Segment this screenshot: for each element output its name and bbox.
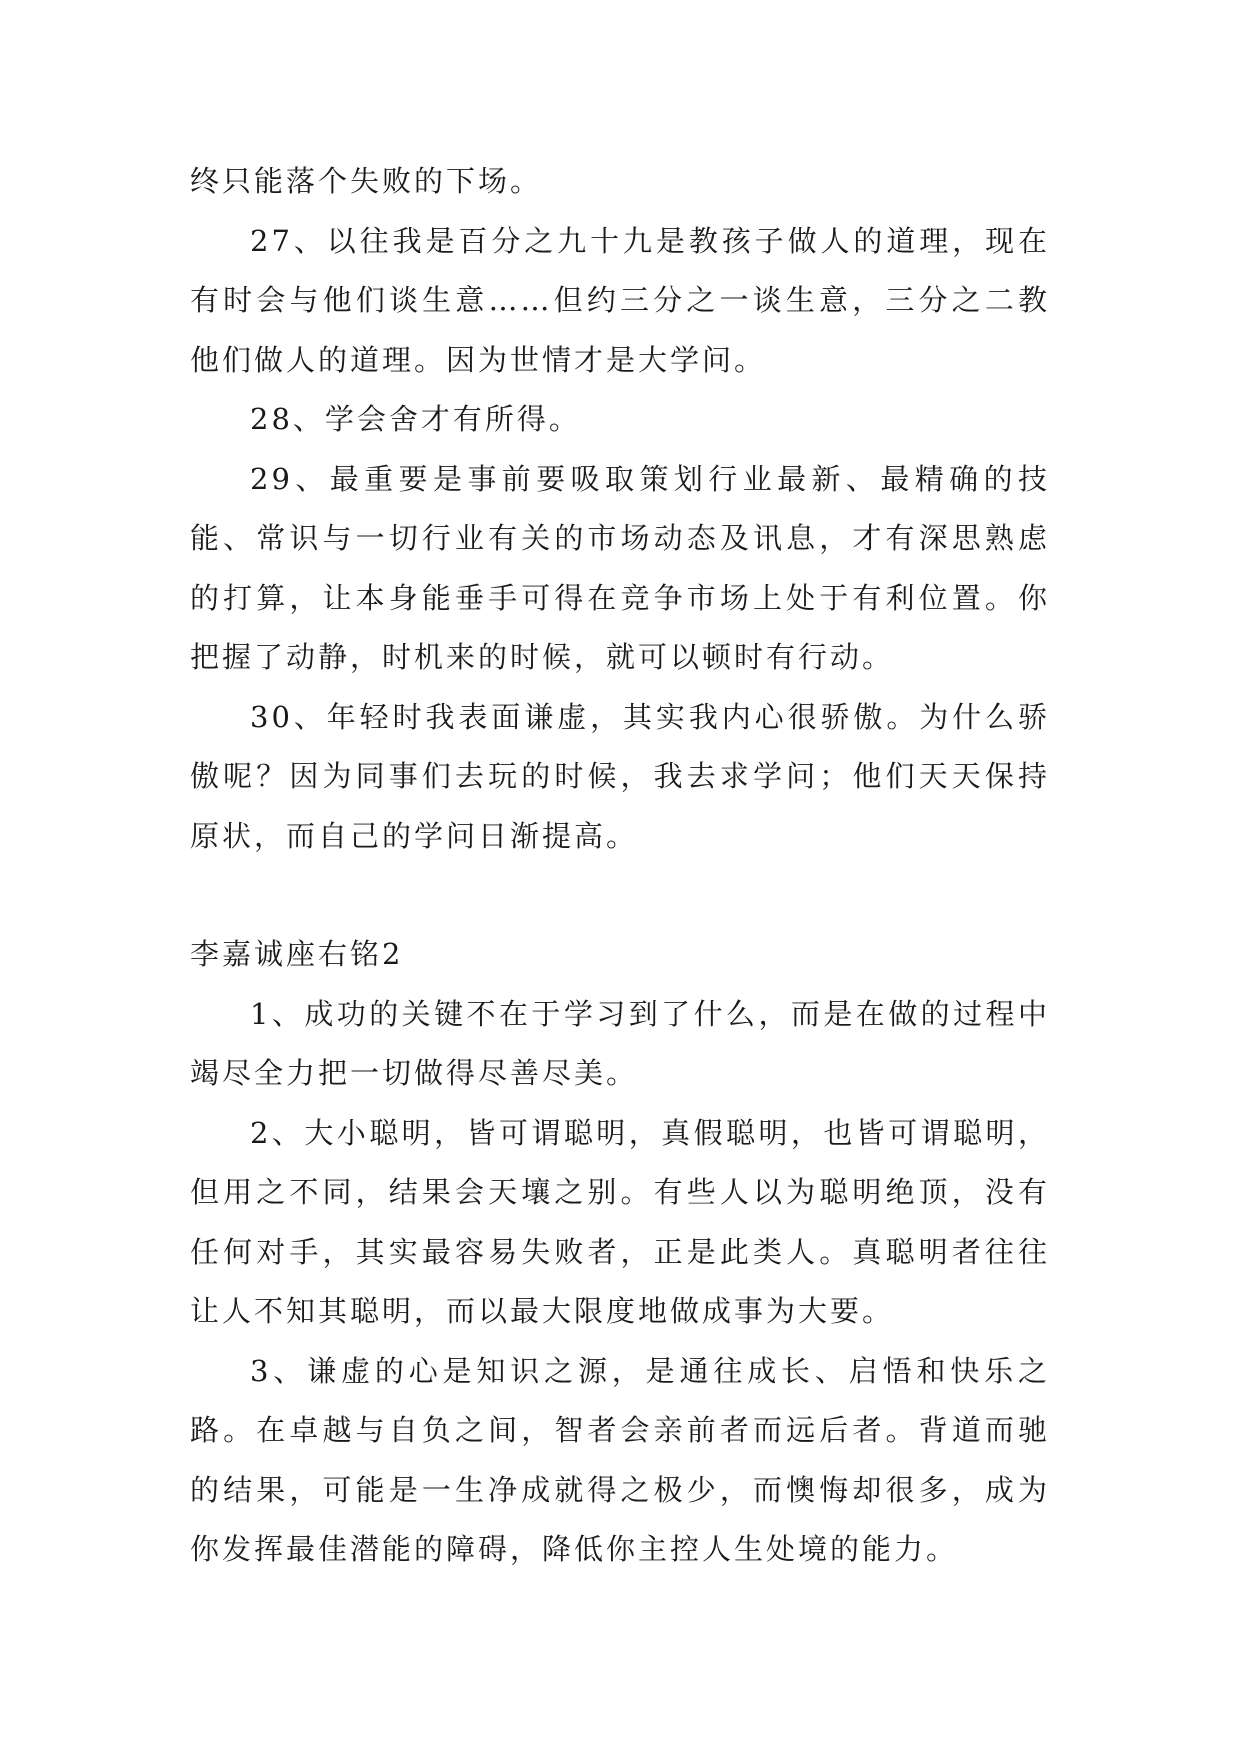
paragraph-item-30: 30、年轻时我表面谦虚，其实我内心很骄傲。为什么骄傲呢？因为同事们去玩的时候，我去求学问；他们天天保持原状，而自己的学问日渐提高。 xyxy=(190,699,1050,853)
paragraph-item-1: 1、成功的关键不在于学习到了什么，而是在做的过程中竭尽全力把一切做得尽善尽美。 xyxy=(190,996,1050,1090)
paragraph-continuation: 终只能落个失败的下场。 xyxy=(190,164,543,198)
paragraph-item-2: 2、大小聪明，皆可谓聪明，真假聪明，也皆可谓聪明，但用之不同，结果会天壤之别。有些人以为聪明绝顶，没有任何对手，其实最容易失败者，正是此类人。真聪明者往往让人不知其聪明，而以最大限度地做成事为大要。 xyxy=(190,1115,1050,1328)
paragraph-item-3: 3、谦虚的心是知识之源，是通往成长、启悟和快乐之路。在卓越与自负之间，智者会亲前者而远后者。背道而驰的结果，可能是一生净成就得之极少，而懊悔却很多，成为你发挥最佳潜能的障碍，降低你主控人生处境的能力。 xyxy=(190,1353,1050,1566)
paragraph-item-28: 28、学会舍才有所得。 xyxy=(250,402,581,436)
section-heading: 李嘉诚座右铭2 xyxy=(190,937,404,971)
paragraph-item-29: 29、最重要是事前要吸取策划行业最新、最精确的技能、常识与一切行业有关的市场动态及讯息，才有深思熟虑的打算，让本身能垂手可得在竞争市场上处于有利位置。你把握了动静，时机来的时候，就可以顿时有行动。 xyxy=(190,461,1050,674)
paragraph-item-27: 27、以往我是百分之九十九是教孩子做人的道理，现在有时会与他们谈生意……但约三分之一谈生意，三分之二教他们做人的道理。因为世情才是大学问。 xyxy=(190,223,1050,377)
document-body xyxy=(190,152,1050,1580)
